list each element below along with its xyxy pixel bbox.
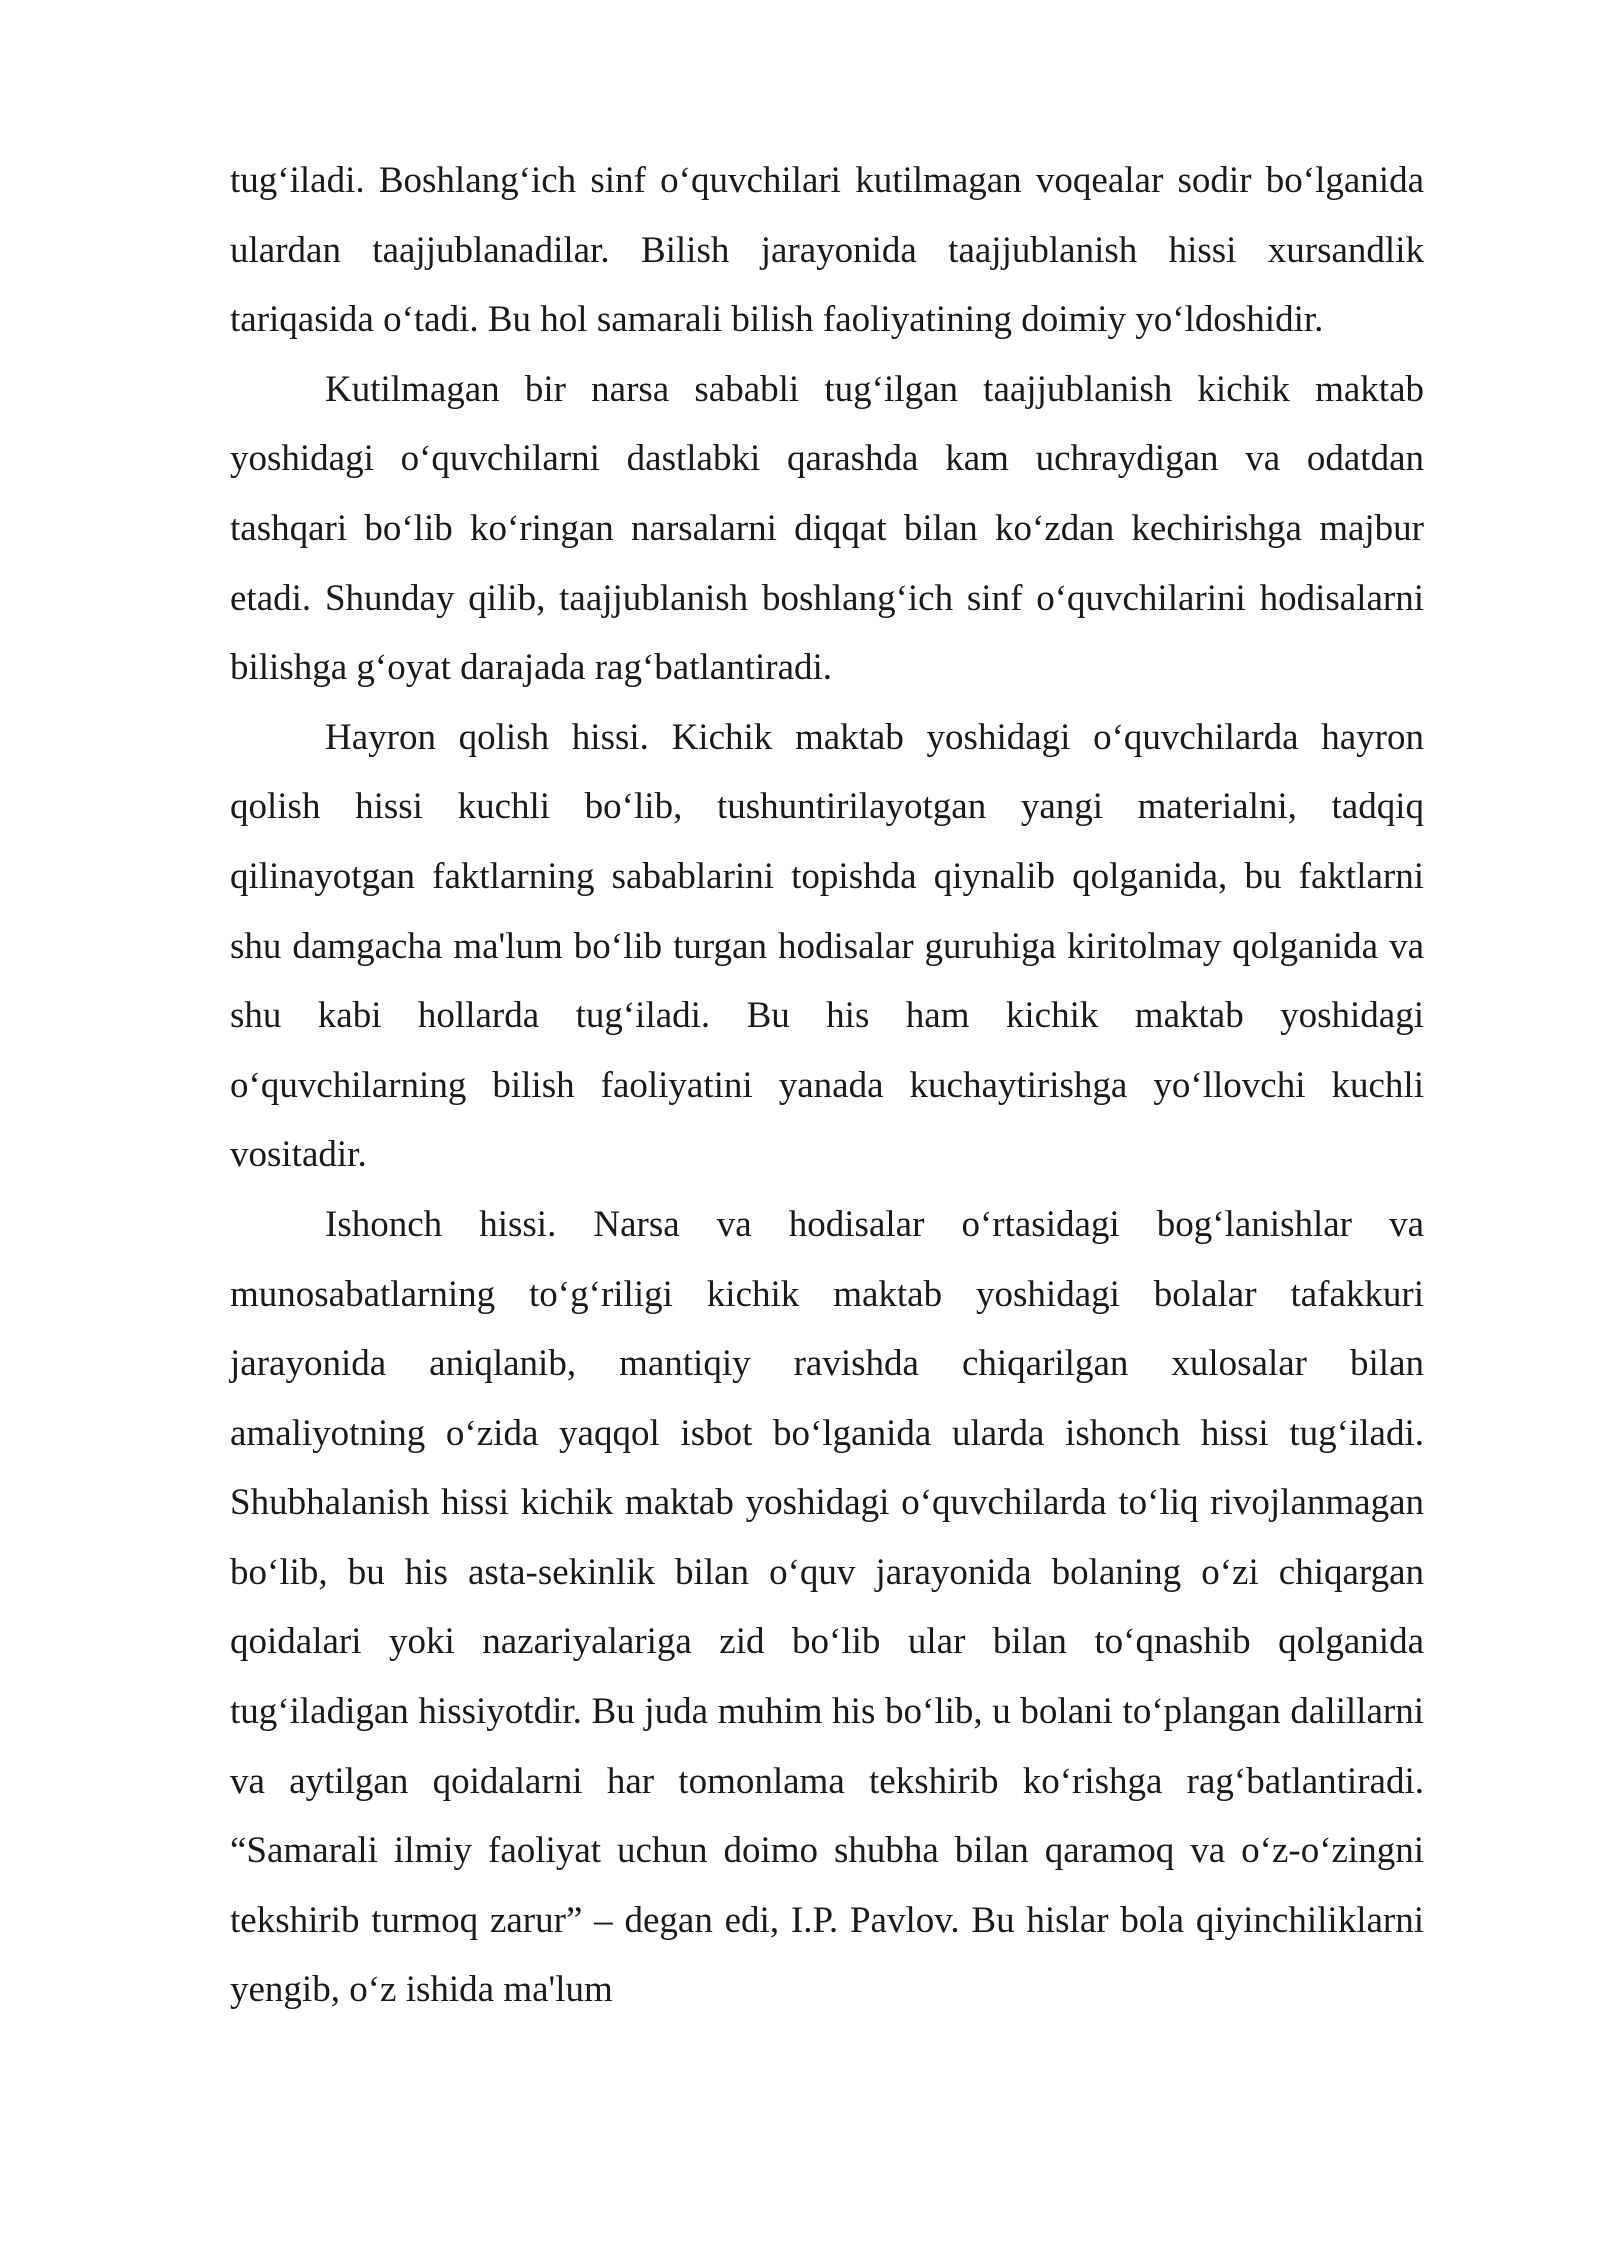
paragraph: Hayron qolish hissi. Kichik maktab yoshidagi o‘quvchilarda hayron qolish hissi kuchli bo‘lib, tushuntirilayotgan yangi materialni, tadqiq qilinayotgan faktlarning sabablarini topishda qiynalib qolganida, bu faktlarni shu damgacha ma'lum bo‘lib turgan hodisalar guruhiga kiritolmay qolganida va shu kabi hollarda tug‘iladi. Bu his ham kichik maktab yoshidagi o‘quvchilarning bilish faoliyatini yanada kuchaytirishga yo‘llovchi kuchli vositadir. bbox=[230, 716, 1424, 1176]
paragraph: tug‘iladi. Boshlang‘ich sinf o‘quvchilari kutilmagan voqealar sodir bo‘lganida ulardan taajjublanadilar. Bilish jarayonida taajjublanish hissi xursandlik tariqasida o‘tadi. Bu hol samarali bilish faoliyatining doimiy yo‘ldoshidir. bbox=[230, 160, 1424, 341]
paragraph: Kutilmagan bir narsa sababli tug‘ilgan taajjublanish kichik maktab yoshidagi o‘quvchilarni dastlabki qarashda kam uchraydigan va odatdan tashqari bo‘lib ko‘ringan narsalarni diqqat bilan ko‘zdan kechirishga majbur etadi. Shunday qilib, taajjublanish boshlang‘ich sinf o‘quvchilarini hodisalarni bilishga g‘oyat darajada rag‘batlantiradi. bbox=[230, 368, 1424, 689]
body-text bbox=[230, 146, 1424, 2025]
paragraph: Ishonch hissi. Narsa va hodisalar o‘rtasidagi bog‘lanishlar va munosabatlarning to‘g‘riligi kichik maktab yoshidagi bolalar tafakkuri jarayonida aniqlanib, mantiqiy ravishda chiqarilgan xulosalar bilan amaliyotning o‘zida yaqqol isbot bo‘lganida ularda ishonch hissi tug‘iladi. Shubhalanish hissi kichik maktab yoshidagi o‘quvchilarda to‘liq rivojlanmagan bo‘lib, bu his asta-sekinlik bilan o‘quv jarayonida bolaning o‘zi chiqargan qoidalari yoki nazariyalariga zid bo‘lib ular bilan to‘qnashib qolganida tug‘iladigan hissiyotdir. Bu juda muhim his bo‘lib, u bolani to‘plangan dalillarni va aytilgan qoidalarni har tomonlama tekshirib ko‘rishga rag‘batlantiradi. “Samarali ilmiy faoliyat uchun doimo shubha bilan qaramoq va o‘z-o‘zingni tekshirib turmoq zarur” – degan edi, I.P. Pavlov. Bu hislar bola qiyinchiliklarni yengib, o‘z ishida ma'lum bbox=[230, 1203, 1424, 2011]
